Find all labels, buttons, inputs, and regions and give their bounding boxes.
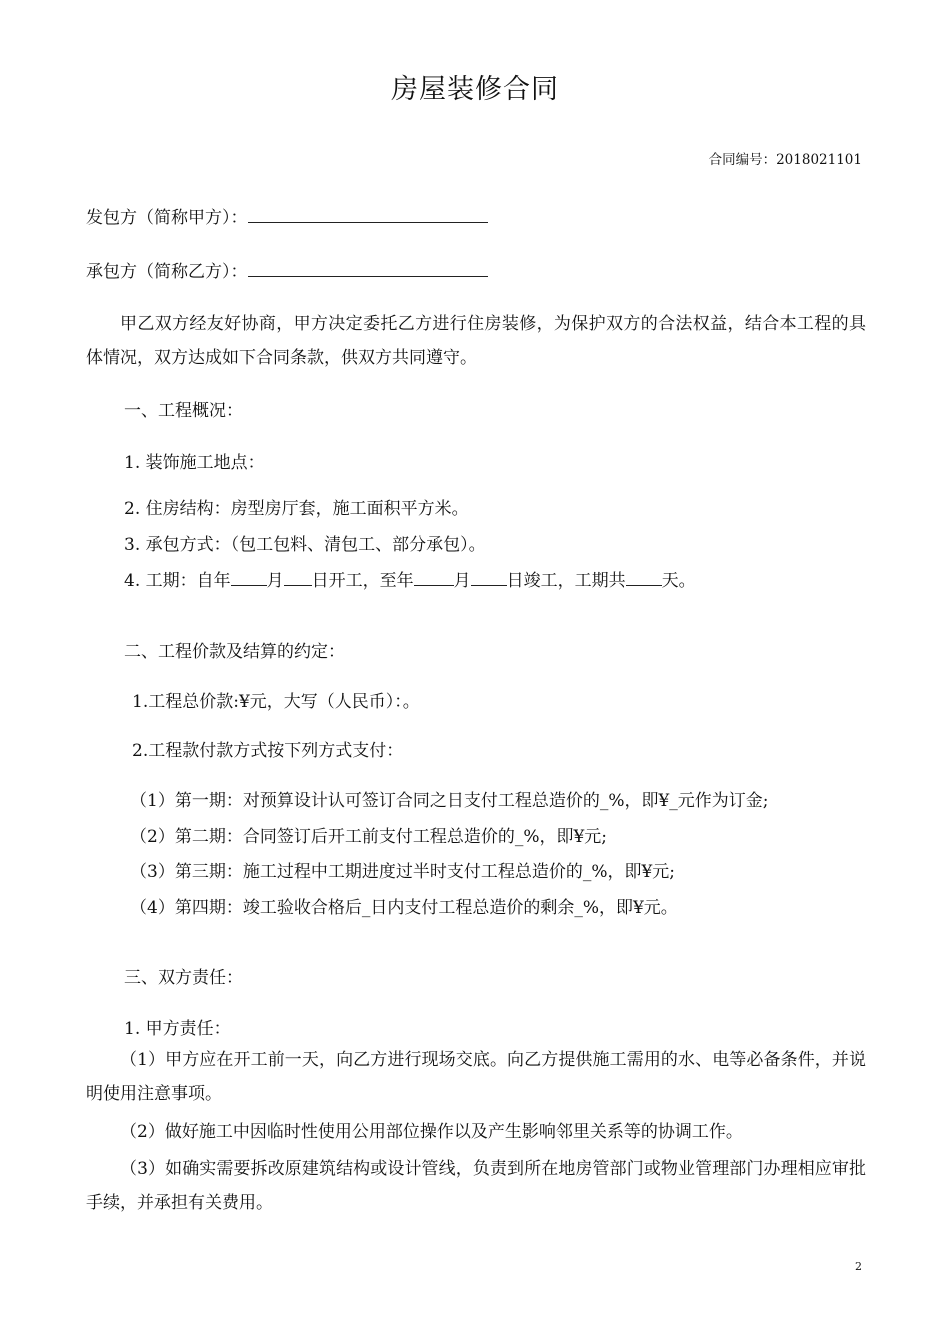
section-1-item-4: [124, 569, 696, 593]
term-text-6: 天。: [661, 571, 696, 591]
section-3-heading: 三、双方责任：: [124, 968, 243, 988]
party-b-line: [86, 260, 488, 284]
party-a-duty-3: （3）如确实需要拆改原建筑结构或设计管线，负责到所在地房管部门或物业管理部门办理相应审批手续，并承担有关费用。: [86, 1159, 866, 1213]
term-text-2: 月: [266, 571, 284, 591]
payment-phase-2: （2）第二期：合同签订后开工前支付工程总造价的_%，即¥元;: [130, 827, 608, 847]
term-text-5: 日竣工，工期共: [506, 571, 626, 591]
term-blank: [626, 571, 662, 586]
section-2-item-2: 2.工程款付款方式按下列方式支付：: [132, 741, 404, 761]
term-blank: [284, 571, 312, 586]
term-blank: [414, 571, 454, 586]
section-1-item-1: 1. 装饰施工地点：: [124, 453, 265, 473]
term-text-4: 月: [453, 571, 471, 591]
page-number: 2: [855, 1260, 862, 1273]
section-2-item-1: 1.工程总价款:¥元，大写（人民币）：。: [132, 692, 420, 712]
payment-phase-3: （3）第三期：施工过程中工期进度过半时支付工程总造价的_%，即¥元;: [130, 862, 676, 882]
party-a-duty-2: （2）做好施工中因临时性使用公用部位操作以及产生影响邻里关系等的协调工作。: [120, 1122, 743, 1142]
party-a-blank: [248, 208, 488, 223]
document-title: 房屋装修合同: [391, 74, 559, 105]
intro-paragraph: 甲乙双方经友好协商，甲方决定委托乙方进行住房装修，为保护双方的合法权益，结合本工程的具体情况，双方达成如下合同条款，供双方共同遵守。: [86, 314, 866, 368]
section-2-heading: 二、工程价款及结算的约定：: [124, 642, 345, 662]
payment-phase-4: （4）第四期：竣工验收合格后_日内支付工程总造价的剩余_%，即¥元。: [130, 898, 678, 918]
party-b-blank: [248, 262, 488, 277]
section-1-item-3: 3. 承包方式：（包工包料、清包工、部分承包）。: [124, 535, 486, 555]
party-a-line: [86, 206, 488, 230]
section-1-item-2: 2. 住房结构：房型房厅套，施工面积平方米。: [124, 499, 469, 519]
term-blank: [231, 571, 267, 586]
contract-number: 合同编号：2018021101: [708, 152, 862, 168]
term-blank: [471, 571, 507, 586]
party-b-label: 承包方（简称乙方）：: [86, 262, 248, 282]
section-3-item-1: 1. 甲方责任：: [124, 1019, 231, 1039]
party-a-duty-1: （1）甲方应在开工前一天，向乙方进行现场交底。向乙方提供施工需用的水、电等必备条件，并说明使用注意事项。: [86, 1050, 866, 1104]
payment-phase-1: （1）第一期：对预算设计认可签订合同之日支付工程总造价的_%，即¥_元作为订金;: [130, 791, 769, 811]
section-1-heading: 一、工程概况：: [124, 401, 243, 421]
party-a-label: 发包方（简称甲方）：: [86, 208, 248, 228]
term-text-3: 日开工，至年: [311, 571, 414, 591]
term-text-1: 4. 工期：自年: [124, 571, 231, 591]
